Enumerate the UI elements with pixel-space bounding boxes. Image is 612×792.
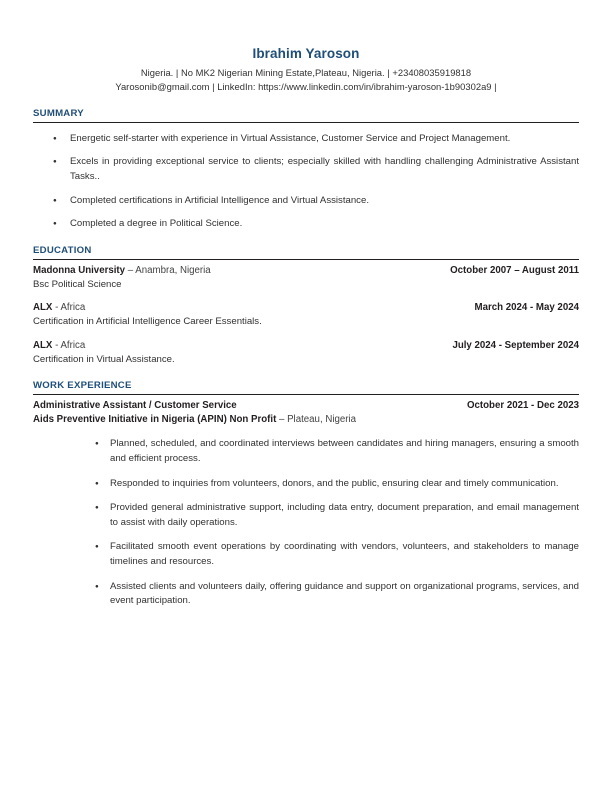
list-item: ● Completed certifications in Artificial Intelligence and Virtual Assistance. bbox=[33, 194, 579, 209]
education-date-range: July 2024 - September 2024 bbox=[452, 339, 579, 351]
section-education bbox=[33, 245, 579, 367]
section-work-experience bbox=[33, 380, 579, 609]
work-entry-header bbox=[33, 399, 579, 413]
education-date-range: March 2024 - May 2024 bbox=[474, 302, 579, 314]
section-title-work-experience: WORK EXPERIENCE bbox=[33, 380, 132, 391]
work-org-name: Aids Preventive Initiative in Nigeria (APIN) Non Profit bbox=[33, 414, 277, 426]
education-location: – Anambra, Nigeria bbox=[125, 264, 211, 276]
list-item: ● Energetic self-starter with experience in Virtual Assistance, Customer Service and Project Management. bbox=[33, 132, 579, 147]
education-entry bbox=[33, 301, 579, 329]
education-location: - Africa bbox=[52, 339, 86, 351]
work-entry bbox=[33, 399, 579, 609]
work-bullet-list bbox=[33, 437, 579, 608]
work-date-range: October 2021 - Dec 2023 bbox=[466, 400, 579, 411]
education-location: - Africa bbox=[52, 302, 86, 314]
education-degree: Certification in Artificial Intelligence Career Essentials. bbox=[33, 316, 262, 328]
education-org-name: Madonna University bbox=[33, 264, 126, 276]
list-item: ● Excels in providing exceptional service to clients; especially skilled with handling challenging Administrative Assistant Tasks.. bbox=[33, 155, 579, 184]
education-entry bbox=[33, 264, 579, 292]
list-item: ● Provided general administrative support, including data entry, document preparation, and email management to assist with daily operations. bbox=[33, 501, 579, 530]
education-entry-header bbox=[33, 264, 579, 278]
education-degree: Bsc Political Science bbox=[33, 278, 122, 290]
summary-bullet-list bbox=[33, 132, 579, 232]
education-degree: Certification in Virtual Assistance. bbox=[33, 353, 175, 365]
education-org-name: ALX bbox=[33, 339, 53, 351]
contact-line-address: Nigeria. | No MK2 Nigerian Mining Estate,Plateau, Nigeria. | +23408035919818 bbox=[140, 67, 472, 78]
list-item: ● Responded to inquiries from volunteers, donors, and the public, ensuring clear and timely communication. bbox=[33, 477, 579, 492]
candidate-name: Ibrahim Yaroson bbox=[252, 46, 360, 61]
section-rule-summary bbox=[33, 122, 579, 123]
work-employer bbox=[33, 413, 356, 427]
section-rule-work-experience bbox=[33, 394, 579, 395]
work-location: – Plateau, Nigeria bbox=[276, 414, 357, 426]
section-summary bbox=[33, 108, 579, 232]
work-employer-row bbox=[33, 413, 579, 427]
contact-line-email-linkedin: Yarosonib@gmail.com | LinkedIn: https://www.linkedin.com/in/ibrahim-yaroson-1b90302a9 | bbox=[115, 81, 497, 93]
education-institution bbox=[33, 339, 85, 353]
list-item: ● Completed a degree in Political Science. bbox=[33, 217, 579, 232]
list-item: ● Planned, scheduled, and coordinated interviews between candidates and hiring managers, ensuring a smooth and efficient process. bbox=[33, 437, 579, 466]
section-rule-education bbox=[33, 259, 579, 260]
education-entry-header bbox=[33, 339, 579, 353]
education-org-name: ALX bbox=[33, 302, 53, 314]
resume-header bbox=[33, 0, 579, 95]
education-entry bbox=[33, 339, 579, 367]
section-title-education: EDUCATION bbox=[33, 244, 92, 256]
work-role-title: Administrative Assistant / Customer Service bbox=[33, 400, 237, 411]
list-item: ● Assisted clients and volunteers daily, offering guidance and support on organizational programs, services, and event participation. bbox=[33, 580, 579, 609]
education-date-range: October 2007 – August 2011 bbox=[450, 264, 579, 276]
section-title-summary: SUMMARY bbox=[33, 107, 84, 119]
list-item: ● Facilitated smooth event operations by coordinating with vendors, volunteers, and stakeholders to manage timelines and resources. bbox=[33, 540, 579, 569]
education-entry-header bbox=[33, 301, 579, 315]
education-institution bbox=[33, 301, 85, 315]
education-institution bbox=[33, 264, 211, 278]
